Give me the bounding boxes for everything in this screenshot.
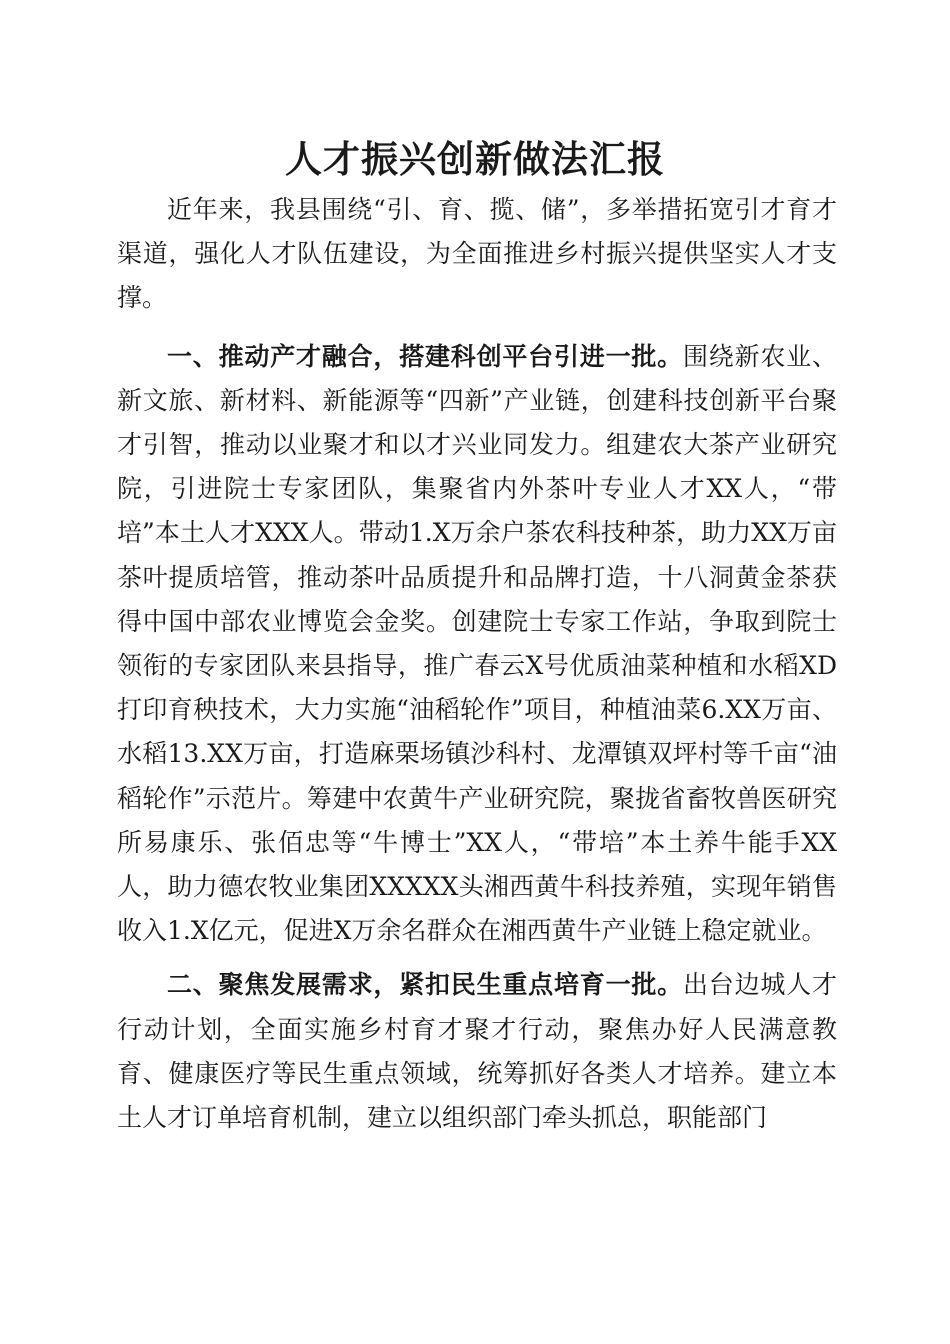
page-title: 人才振兴创新做法汇报 [285,137,665,181]
section-2-text: 出台边城人才行动计划，全面实施乡村育才聚才行动，聚焦办好人民满意教育、健康医疗等民生重点领域，统筹抓好各类人才培养。建立本土人才订单培育机制，建立以组织部门牵头抓总，职能部门 [117,970,837,1133]
section-1-heading: 一、推动产才融合，搭建科创平台引进一批。 [167,341,683,371]
intro-paragraph: 近年来，我县围绕“引、育、揽、储”，多举措拓宽引才育才渠道，强化人才队伍建设，为全面推进乡村振兴提供坚实人才支撑。 [117,195,837,313]
section-1-text: 围绕新农业、新文旅、新材料、新能源等“四新”产业链，创建科技创新平台聚才引智，推动以业聚才和以才兴业同发力。组建农大茶产业研究院，引进院士专家团队，集聚省内外茶叶专业人才XX人，“带培”本土人才XXX人。带动1.X万余户茶农科技种茶，助力XX万亩茶叶提质培管，推动茶叶品质提升和品牌打造，十八洞黄金茶获得中国中部农业博览会金奖。创建院士专家工作站，争取到院士领衔的专家团队来县指导，推广春云X号优质油菜种植和水稻XD打印育秧技术，大力实施“油稻轮作”项目，种植油菜6.XX万亩、水稻13.XX万亩，打造麻栗场镇沙科村、龙潭镇双坪村等千亩“油稻轮作”示范片。筹建中农黄牛产业研究院，聚拢省畜牧兽医研究所易康乐、张佰忠等“牛博士”XX人，“带培”本土养牛能手XX人，助力德农牧业集团XXXXX头湘西黄牛科技养殖，实现年销售收入1.X亿元，促进X万余名群众在湘西黄牛产业链上稳定就业。 [117,341,837,946]
section-2-heading: 二、聚焦发展需求，紧扣民生重点培育一批。 [167,970,683,1000]
section-1-paragraph [117,335,837,954]
document-body [117,188,837,1150]
section-2-paragraph [117,963,837,1140]
